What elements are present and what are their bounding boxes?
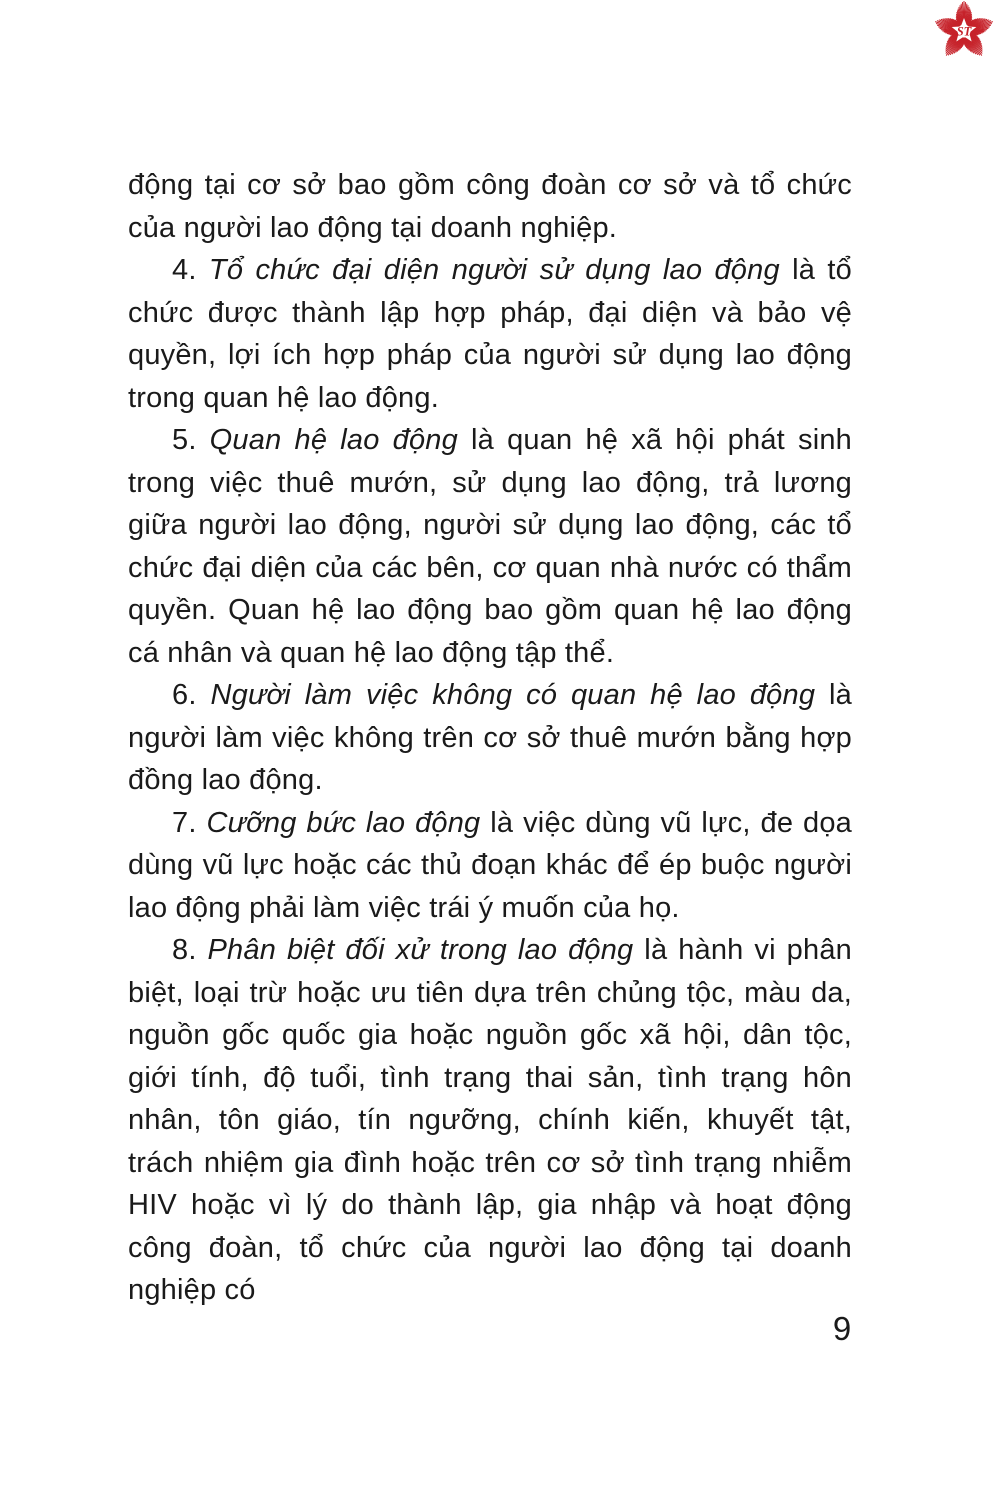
text-segment: động tại cơ sở bao gồm công đoàn cơ sở và tổ chức của người lao động tại doanh nghiệp. (128, 169, 852, 244)
paragraph (128, 802, 852, 930)
paragraph (128, 674, 852, 802)
text-segment: 7. (172, 806, 207, 839)
text-segment: là quan hệ xã hội phát sinh trong việc thuê mướn, sử dụng lao động, trả lương giữa người lao động, người sử dụng lao động, các tổ chức đại diện của các bên, cơ quan nhà nước có thẩm quyền. Quan hệ lao động bao gồm quan hệ lao động cá nhân và quan hệ lao động tập thể. (128, 424, 853, 669)
page-number: 9 (832, 1310, 852, 1347)
paragraph (128, 164, 852, 249)
text-segment: 5. (172, 424, 210, 456)
text-segment: 4. (172, 254, 209, 286)
defined-term: Quan hệ lao động (209, 424, 458, 456)
publisher-logo (931, 1, 999, 63)
text-segment: 6. (172, 679, 211, 711)
defined-term: Cưỡng bức lao động (206, 806, 481, 839)
text-segment: 8. (172, 934, 208, 966)
defined-term: Phân biệt đối xử trong lao động (207, 934, 634, 966)
text-segment: là tổ chức được thành lập hợp pháp, đại diện và bảo vệ quyền, lợi ích hợp pháp của người sử dụng lao động trong quan hệ lao động. (128, 254, 853, 414)
defined-term: Tổ chức đại diện người sử dụng lao động (208, 254, 780, 286)
paragraph (128, 419, 852, 674)
text-segment: là người làm việc không trên cơ sở thuê mướn bằng hợp đồng lao động. (128, 679, 853, 796)
star-burst-icon (931, 1, 999, 63)
text-segment: là hành vi phân biệt, loại trừ hoặc ưu tiên dựa trên chủng tộc, màu da, nguồn gốc quốc gia hoặc nguồn gốc xã hội, dân tộc, giới tính, độ tuổi, tình trạng thai sản, tình trạng hôn nhân, tôn giáo, tín ngưỡng, chính kiến, khuyết tật, trách nhiệm gia đình hoặc trên cơ sở tình trạng nhiễm HIV hoặc vì lý do thành lập, gia nhập và hoạt động công đoàn, tổ chức của người lao động tại doanh nghiệp có (128, 934, 852, 1306)
defined-term: Người làm việc không có quan hệ lao động (210, 679, 816, 711)
logo-monogram: ST (956, 24, 972, 39)
paragraph (128, 929, 852, 1312)
text-block (128, 164, 852, 1312)
paragraph (128, 249, 852, 419)
text-segment: là việc dùng vũ lực, đe dọa dùng vũ lực hoặc các thủ đoạn khác để ép buộc người lao động phải làm việc trái ý muốn của họ. (128, 806, 852, 924)
